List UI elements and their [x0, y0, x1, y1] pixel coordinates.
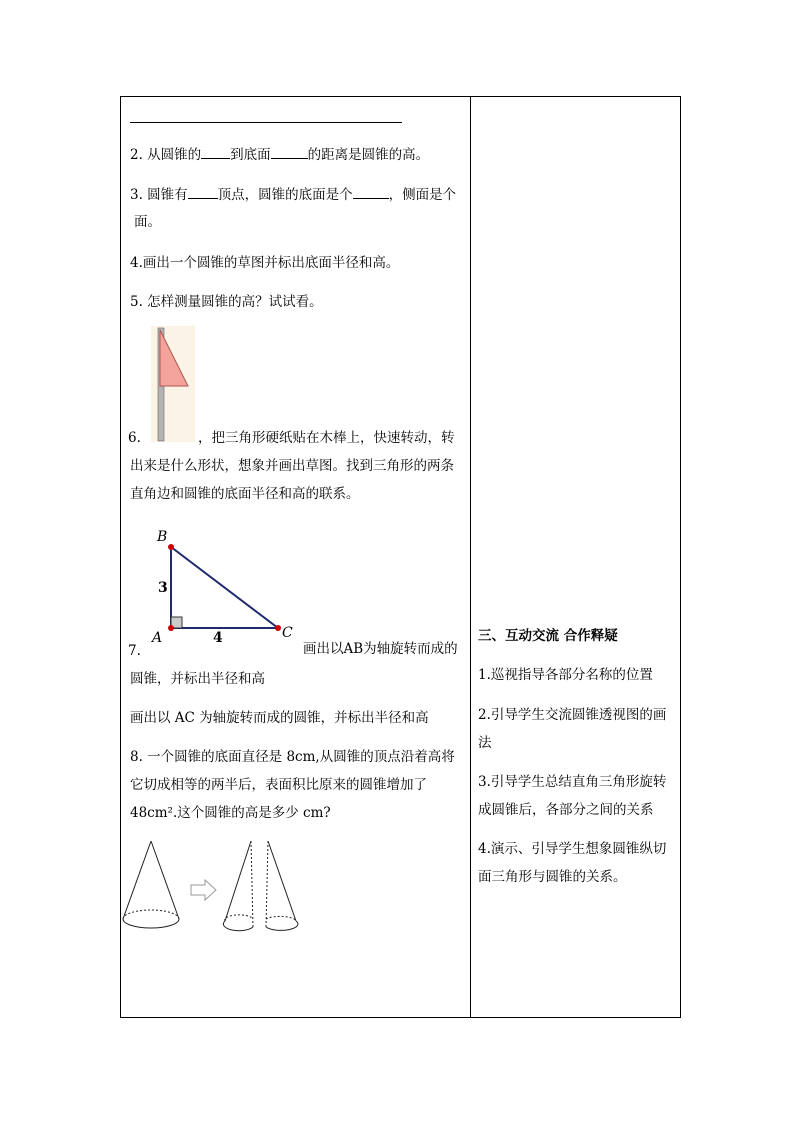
left-half-cone: [223, 841, 253, 931]
question-6-line3: 直角边和圆锥的底面半径和高的联系。: [130, 486, 360, 502]
note-item: 法: [478, 735, 492, 751]
question-5: 5. 怎样测量圆锥的高？试试看。: [130, 294, 323, 310]
question-4: 4.画出一个圆锥的草图并标出底面半径和高。: [130, 255, 400, 271]
label-b: B: [157, 529, 168, 545]
point-b: [168, 544, 174, 550]
question-6-line1: ，把三角形硬纸贴在木棒上，快速转动，转: [198, 430, 455, 446]
question-3-line2: 面。: [134, 214, 161, 230]
question-6-number: 6.: [128, 430, 141, 446]
column-divider: [470, 97, 471, 1017]
question-7-line3: 画出以 AC 为轴旋转而成的圆锥，并标出半径和高: [130, 710, 429, 726]
note-item: 2.引导学生交流圆锥透视图的画: [478, 707, 667, 723]
point-a: [168, 625, 174, 631]
lesson-table: [120, 96, 681, 1018]
label-side-ab: 3: [158, 580, 168, 596]
right-triangle-figure: [151, 525, 301, 647]
answer-blank-line: [130, 122, 402, 123]
question-6-line2: 出来是什么形状，想象并画出草图。找到三角形的两条: [130, 458, 454, 474]
note-item: 1.巡视指导各部分名称的位置: [478, 667, 653, 683]
note-item: 4.演示、引导学生想象圆锥纵切: [478, 841, 667, 857]
blank: [188, 198, 218, 199]
arrow-icon: [191, 880, 216, 900]
question-7-number: 7.: [128, 643, 141, 659]
question-2: 2. 从圆锥的 到底面 的距离是圆锥的高。: [130, 147, 430, 163]
label-a: A: [152, 630, 163, 646]
right-half-cone: [266, 841, 298, 930]
note-item: 面三角形与圆锥的关系。: [478, 869, 627, 885]
question-7-line2: 圆锥，并标出半径和高: [130, 671, 265, 687]
note-item: 3.引导学生总结直角三角形旋转: [478, 774, 667, 790]
triangle-abc: [171, 547, 278, 628]
note-item: 成圆锥后，各部分之间的关系: [478, 802, 654, 818]
label-c: C: [282, 625, 293, 641]
question-3: 3. 圆锥有 顶点，圆锥的底面是个 ，侧面是个: [130, 187, 457, 203]
point-c: [275, 625, 281, 631]
original-cone: [123, 841, 179, 928]
question-8-line2: 它切成相等的两半后，表面积比原来的圆锥增加了: [130, 777, 427, 793]
question-8-line1: 8. 一个圆锥的底面直径是 8cm,从圆锥的顶点沿着高将: [130, 749, 455, 765]
blank: [353, 198, 389, 199]
section-heading: 三、互动交流 合作释疑: [478, 628, 618, 644]
question-8-line3: 48cm².这个圆锥的高是多少 cm?: [130, 805, 331, 821]
cone-cut-figure: [121, 839, 311, 939]
blank: [201, 158, 230, 159]
flag-image: [151, 326, 195, 442]
question-7-side: 画出以AB为轴旋转而成的: [303, 641, 458, 657]
label-side-ac: 4: [213, 630, 223, 646]
blank: [271, 158, 308, 159]
